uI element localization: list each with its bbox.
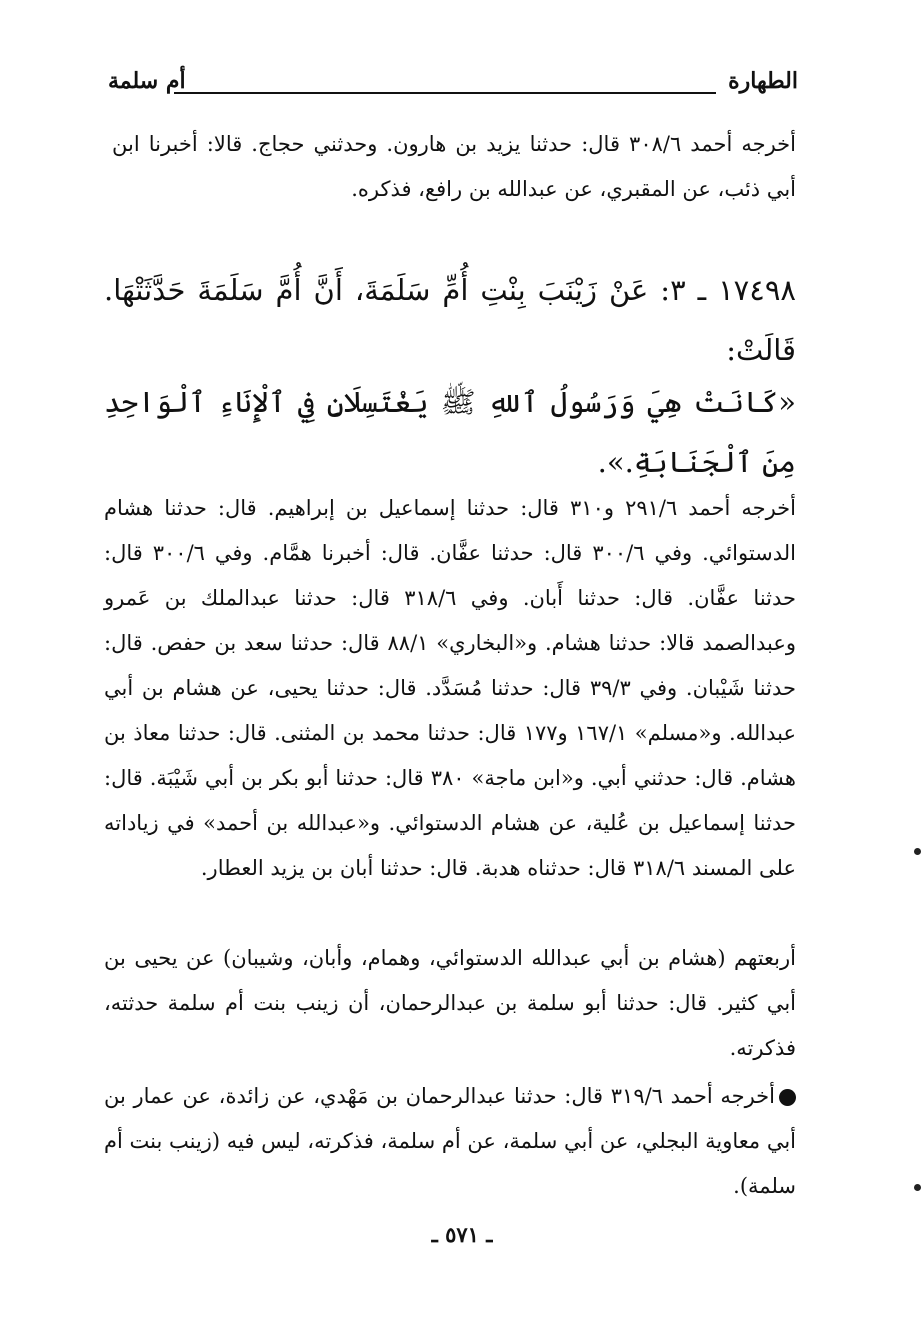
chapter-title: الطهارة [728, 68, 798, 94]
page-number: ـ ٥٧١ ـ [431, 1222, 493, 1247]
section-title: أم سلمة [108, 68, 186, 94]
hadith-quote: «كَانَتْ هِيَ وَرَسُولُ ٱللهِ ﷺ يَغْتَسِلَانِ فِي ٱلْإِنَاءِ ٱلْوَاحِدِ مِنَ ٱلْجَنَابَةِ.». [104, 385, 796, 479]
hadith-heading: ١٧٤٩٨ ـ ٣: عَنْ زَيْنَبَ بِنْتِ أُمِّ سَلَمَةَ، أَنَّ أُمَّ سَلَمَةَ حَدَّثَتْهَا. قَالَتْ: [104, 273, 796, 367]
second-takhrij-paragraph [104, 1074, 796, 1209]
header-rule [174, 92, 716, 94]
running-header [108, 68, 798, 108]
takhrij-paragraph: أخرجه أحمد ٢٩١/٦ و٣١٠ قال: حدثنا إسماعيل بن إبراهيم. قال: حدثنا هشام الدستوائي. وفي ٣٠٠/٦ قال: حدثنا عفَّان. قال: أخبرنا همَّام. وفي ٣٠٠/٦ قال: حدثنا عفَّان. قال: حدثنا أَبان. وفي ٣١٨/٦ قال: حدثنا عبدالملك بن عَمرو وعبدالصمد قالا: حدثنا هشام. و«البخاري» ٨٨/١ قال: حدثنا سعد بن حفص. قال: حدثنا شَيْبان. وفي ٣٩/٣ قال: حدثنا مُسَدَّد. قال: حدثنا يحيى، عن هشام بن أبي عبدالله. و«مسلم» ١٦٧/١ و١٧٧ قال: حدثنا محمد بن المثنى. قال: حدثنا معاذ بن هشام. قال: حدثني أبي. و«ابن ماجة» ٣٨٠ قال: حدثنا أبو بكر بن أبي شَيْبَة. قال: حدثنا إسماعيل بن عُلية، عن هشام الدستوائي. و«عبدالله بن أحمد» في زياداته على المسند ٣١٨/٦ قال: حدثناه هدبة. قال: حدثنا أبان بن يزيد العطار. [104, 496, 797, 880]
margin-dot-icon [914, 1184, 921, 1191]
narrators-paragraph: أربعتهم (هشام بن أبي عبدالله الدستوائي، وهمام، وأبان، وشيبان) عن يحيى بن أبي كثير. قال: حدثنا أبو سلمة بن عبدالرحمان، أن زينب بنت أم سلمة حدثته، فذكرته. [104, 946, 796, 1060]
intro-paragraph: أخرجه أحمد ٣٠٨/٦ قال: حدثنا يزيد بن هارون. وحدثني حجاج. قالا: أخبرنا ابن أبي ذئب، عن المقبري، عن عبدالله بن رافع، فذكره. [112, 132, 796, 201]
second-takhrij-text: أخرجه أحمد ٣١٩/٦ قال: حدثنا عبدالرحمان بن مَهْدي، عن زائدة، عن عمار بن أبي معاوية البجلي، عن أبي سلمة، عن أم سلمة، فذكرته، ليس فيه (زينب بنت أم سلمة). [104, 1084, 796, 1198]
margin-dot-icon [914, 848, 921, 855]
bullet-dot-icon [779, 1089, 796, 1106]
